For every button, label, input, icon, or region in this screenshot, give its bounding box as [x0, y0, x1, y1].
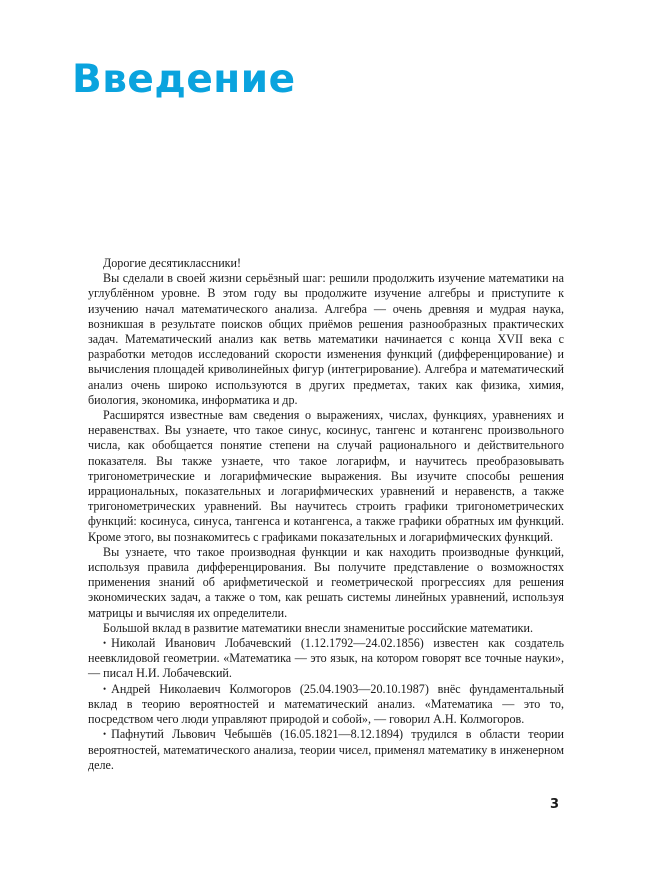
page-number: 3 [550, 797, 560, 812]
paragraph-functions: Расширятся известные вам сведения о выражениях, числах, функциях, уравнениях и неравенствах. Вы узнаете, что такое синус, косинус, тангенс и котангенс произвольного числа, как обобщается понятие степени на случай рационального и действительного показателя. Вы также узнаете, что такое логарифм, и научитесь преобразовывать тригонометрические и логарифмические выражения. Вы изучите способы решения иррациональных, показательных и логарифмических уравнений и неравенств, а также тригонометрических уравнений. Вы научитесь строить графики тригонометрических функций: косинуса, синуса, тангенса и котангенса, а также графики обратных им функций. Кроме этого, вы познакомитесь с графиками показательных и логарифмических функций. [88, 408, 564, 544]
mathematician-kolmogorov [88, 682, 564, 728]
bullet-icon: • [103, 638, 107, 649]
page-title: Введение [72, 57, 296, 102]
paragraph-mathematicians-intro: Большой вклад в развитие математики внесли знаменитые российские математики. [103, 620, 534, 635]
paragraph-derivative: Вы узнаете, что такое производная функции и как находить производные функций, используя правила дифференцирования. Вы получите представление о возможностях применения знаний об арифметической и геометрической прогрессиях для решения экономических задач, а также о том, как решать системы линейных уравнений, используя матрицы и вычисляя их определители. [88, 544, 564, 620]
mathematician-text: Андрей Николаевич Колмогоров (25.04.1903—20.10.1987) внёс фундаментальный вклад в теорию вероятностей и математический анализ. «Математика — это то, посредством чего люди управляют природой и собой», — говорил А.Н. Колмогоров. [88, 681, 564, 727]
mathematician-lobachevsky [88, 636, 564, 682]
intro-text [88, 256, 564, 773]
mathematician-text: Николай Иванович Лобачевский (1.12.1792—24.02.1856) известен как создатель неевклидовой геометрии. «Математика — это язык, на котором говорят все точные науки», — писал Н.И. Лобачевский. [88, 636, 564, 681]
bullet-icon: • [103, 729, 107, 740]
greeting-line: Дорогие десятиклассники! [103, 256, 242, 270]
bullet-icon: • [103, 683, 107, 694]
mathematician-text: Пафнутий Львович Чебышёв (16.05.1821—8.12.1894) трудился в области теории вероятностей, математического анализа, теории чисел, применял математику в инженерном деле. [88, 727, 564, 772]
paragraph-algebra-analysis: Вы сделали в своей жизни серьёзный шаг: решили продолжить изучение математики на углублённом уровне. В этом году вы продолжите изучение алгебры и приступите к изучению начал математического анализа. Алгебра — очень древняя и мудрая наука, возникшая в результате поисков общих приёмов решения разнообразных практических задач. Математический анализ как ветвь математики начинается с конца XVII века с разработки методов исследований скорости изменения функций (дифференцирование) и вычисления площадей криволинейных фигур (интегрирование). Алгебра и математический анализ очень широко используются в других предметах, таких как физика, химия, биология, экономика, информатика и др. [88, 271, 564, 407]
mathematician-chebyshev [88, 727, 564, 773]
